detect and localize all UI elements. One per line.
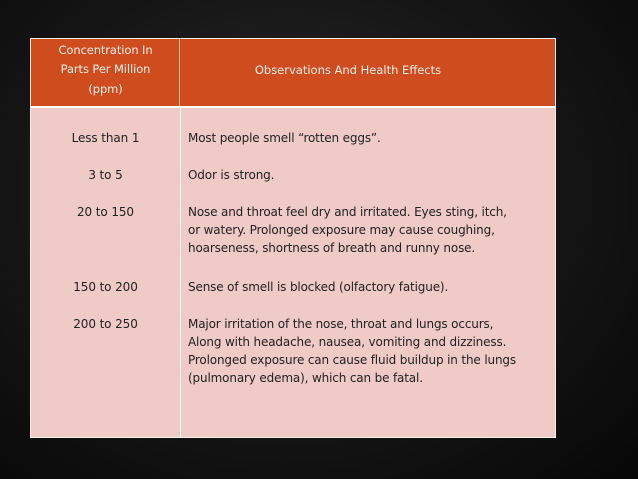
row-5-effects-line-2: Along with headache, nausea, vomiting and dizziness.	[188, 335, 507, 349]
row-2-effects-line-1: Odor is strong.	[188, 168, 275, 182]
health-effects-table	[30, 38, 556, 438]
row-1-effects	[188, 129, 553, 147]
row-4-effects-line-1: Sense of smell is blocked (olfactory fatigue).	[188, 280, 449, 294]
row-3-effects-line-3: hoarseness, shortness of breath and runny nose.	[188, 241, 476, 255]
table-header	[31, 39, 555, 108]
row-2-concentration: 3 to 5	[88, 168, 123, 182]
column-divider	[180, 108, 181, 437]
header-concentration-line-2: Parts Per Million	[60, 62, 151, 76]
row-3-concentration: 20 to 150	[77, 205, 134, 219]
header-concentration-line-3: (ppm)	[88, 82, 123, 96]
row-5-concentration: 200 to 250	[73, 317, 138, 331]
header-effects-label: Observations And Health Effects	[254, 63, 442, 77]
row-5-effects-line-3: Prolonged exposure can cause fluid buildup in the lungs	[188, 353, 516, 367]
row-4-concentration: 150 to 200	[73, 280, 138, 294]
header-concentration-line-1: Concentration In	[58, 43, 153, 57]
row-5-effects-line-4: (pulmonary edema), which can be fatal.	[188, 371, 423, 385]
row-3-effects-line-2: or watery. Prolonged exposure may cause coughing,	[188, 223, 495, 237]
table-body	[31, 108, 555, 437]
row-3-effects-line-1: Nose and throat feel dry and irritated. Eyes sting, itch,	[188, 205, 507, 219]
row-1-effects-line-1: Most people smell “rotten eggs”.	[188, 131, 381, 145]
row-3-effects	[188, 203, 553, 257]
header-effects-cell	[180, 39, 555, 106]
row-4-effects	[188, 278, 553, 296]
header-concentration-cell	[31, 39, 180, 106]
row-1-concentration: Less than 1	[71, 131, 140, 145]
row-2-effects	[188, 166, 553, 184]
row-5-effects	[188, 315, 553, 387]
row-5-effects-line-1: Major irritation of the nose, throat and lungs occurs,	[188, 317, 494, 331]
